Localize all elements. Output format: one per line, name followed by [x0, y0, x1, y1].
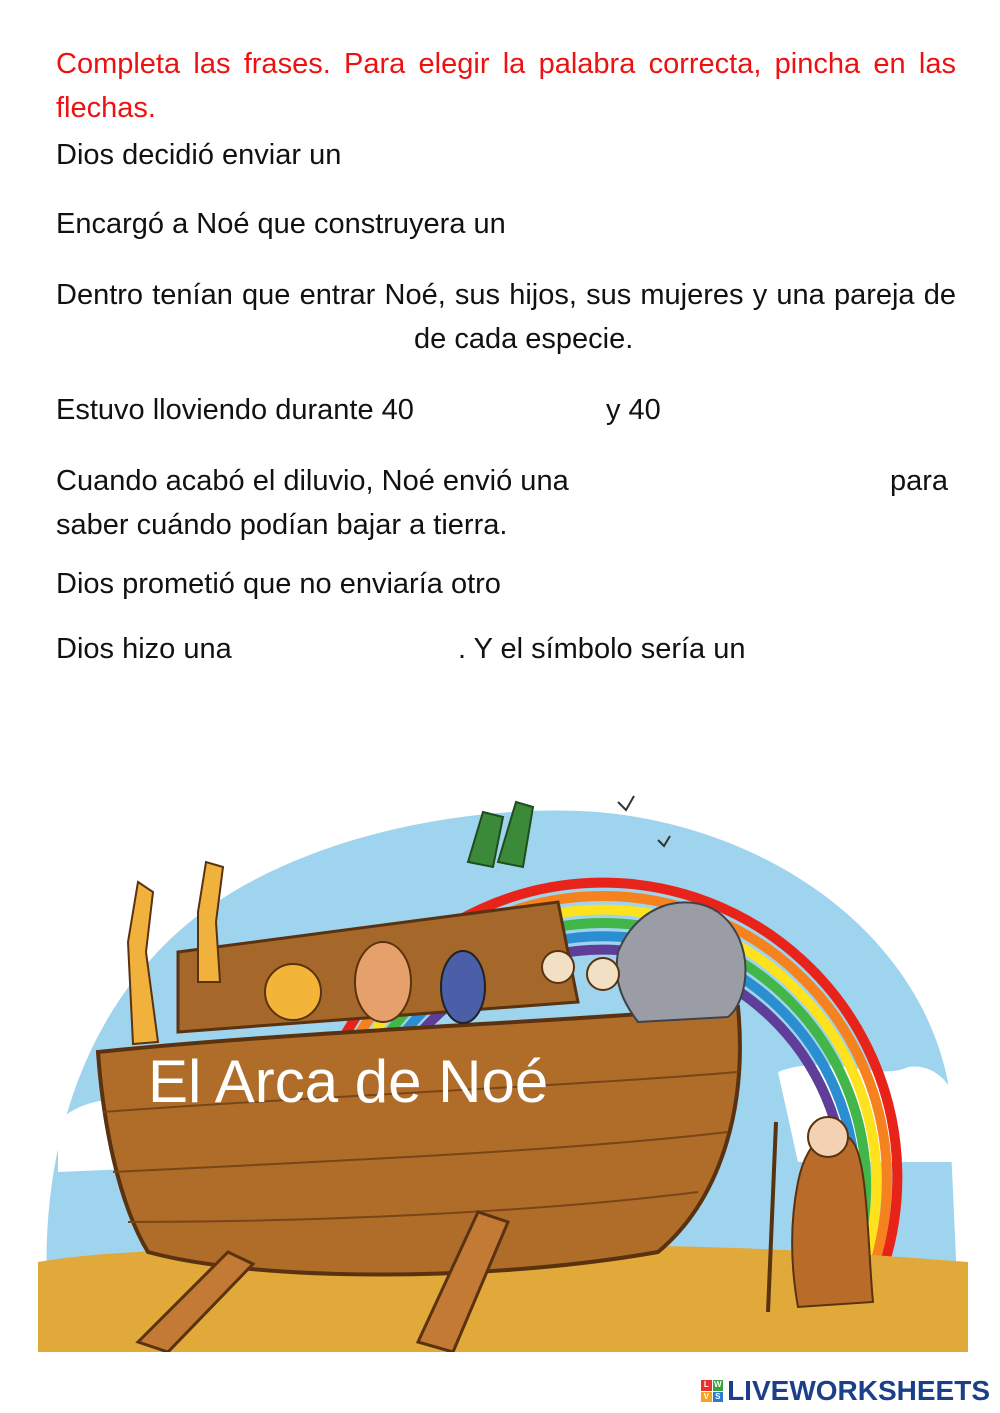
monkey-head: [355, 942, 411, 1022]
rabbit-head-1: [542, 951, 574, 983]
answer-dropdown-2[interactable]: [514, 210, 774, 240]
sentence-7-text-a: Dios hizo una: [56, 633, 232, 665]
rabbit-head-2: [587, 958, 619, 990]
instructions-text: Completa las frases. Para elegir la palabra correcta, pincha en las flechas.: [56, 48, 956, 124]
sentence-5-tail: [56, 459, 956, 547]
sentence-3: [56, 273, 956, 317]
liveworksheets-brand: [701, 1375, 990, 1407]
sentence-4-text-b: y 40: [606, 394, 661, 426]
horse-head: [441, 951, 485, 1023]
answer-dropdown-1[interactable]: [349, 141, 609, 171]
logo-letter-w: W: [714, 1380, 722, 1389]
sentence-4-mid: [606, 388, 869, 432]
sentence-2: [56, 202, 956, 246]
bird-1: [618, 796, 634, 810]
ark-title: El Arca de Noé: [148, 1048, 549, 1115]
sentence-6-text: Dios prometió que no enviaría otro: [56, 568, 501, 600]
answer-dropdown-7b[interactable]: [754, 635, 904, 665]
logo-letter-l: L: [701, 1380, 712, 1391]
answer-dropdown-6[interactable]: [509, 570, 769, 600]
sentence-3-text-a: Dentro tenían que entrar Noé, sus hijos, sus mujeres y una pareja de: [56, 279, 956, 311]
answer-dropdown-7a-wrap: [266, 627, 456, 671]
lion-head: [265, 964, 321, 1020]
noah-head: [808, 1117, 848, 1157]
sentence-7-text-b: . Y el símbolo sería un: [458, 633, 746, 665]
answer-dropdown-4a-wrap: [478, 388, 598, 432]
sentence-2-text: Encargó a Noé que construyera un: [56, 208, 506, 240]
sentence-1: [56, 133, 956, 177]
sentence-5-text-a: Cuando acabó el diluvio, Noé envió una: [56, 465, 569, 497]
sentence-4-text-a: Estuvo lloviendo durante 40: [56, 394, 414, 426]
sentence-3-tail: [414, 317, 633, 361]
logo-letter-s: S: [713, 1392, 724, 1403]
sentence-1-text: Dios decidió enviar un: [56, 139, 342, 171]
answer-dropdown-3[interactable]: [198, 325, 413, 355]
sentence-6: [56, 562, 956, 606]
noah-ark-illustration: [38, 782, 968, 1352]
liveworksheets-logo-icon: [701, 1380, 723, 1402]
logo-letter-v: V: [701, 1392, 712, 1403]
sentence-7-mid: [458, 627, 904, 671]
answer-dropdown-7a[interactable]: [266, 635, 456, 665]
sentence-5-text-b: para saber cuándo podían bajar a tierra.: [56, 465, 949, 541]
answer-dropdown-4a[interactable]: [478, 396, 598, 426]
sentence-3-line-1: [56, 273, 956, 317]
sentence-3-text-b: de cada especie.: [414, 323, 634, 355]
brand-name: LIVEWORKSHEETS: [727, 1375, 990, 1406]
answer-dropdown-4b[interactable]: [669, 396, 869, 426]
